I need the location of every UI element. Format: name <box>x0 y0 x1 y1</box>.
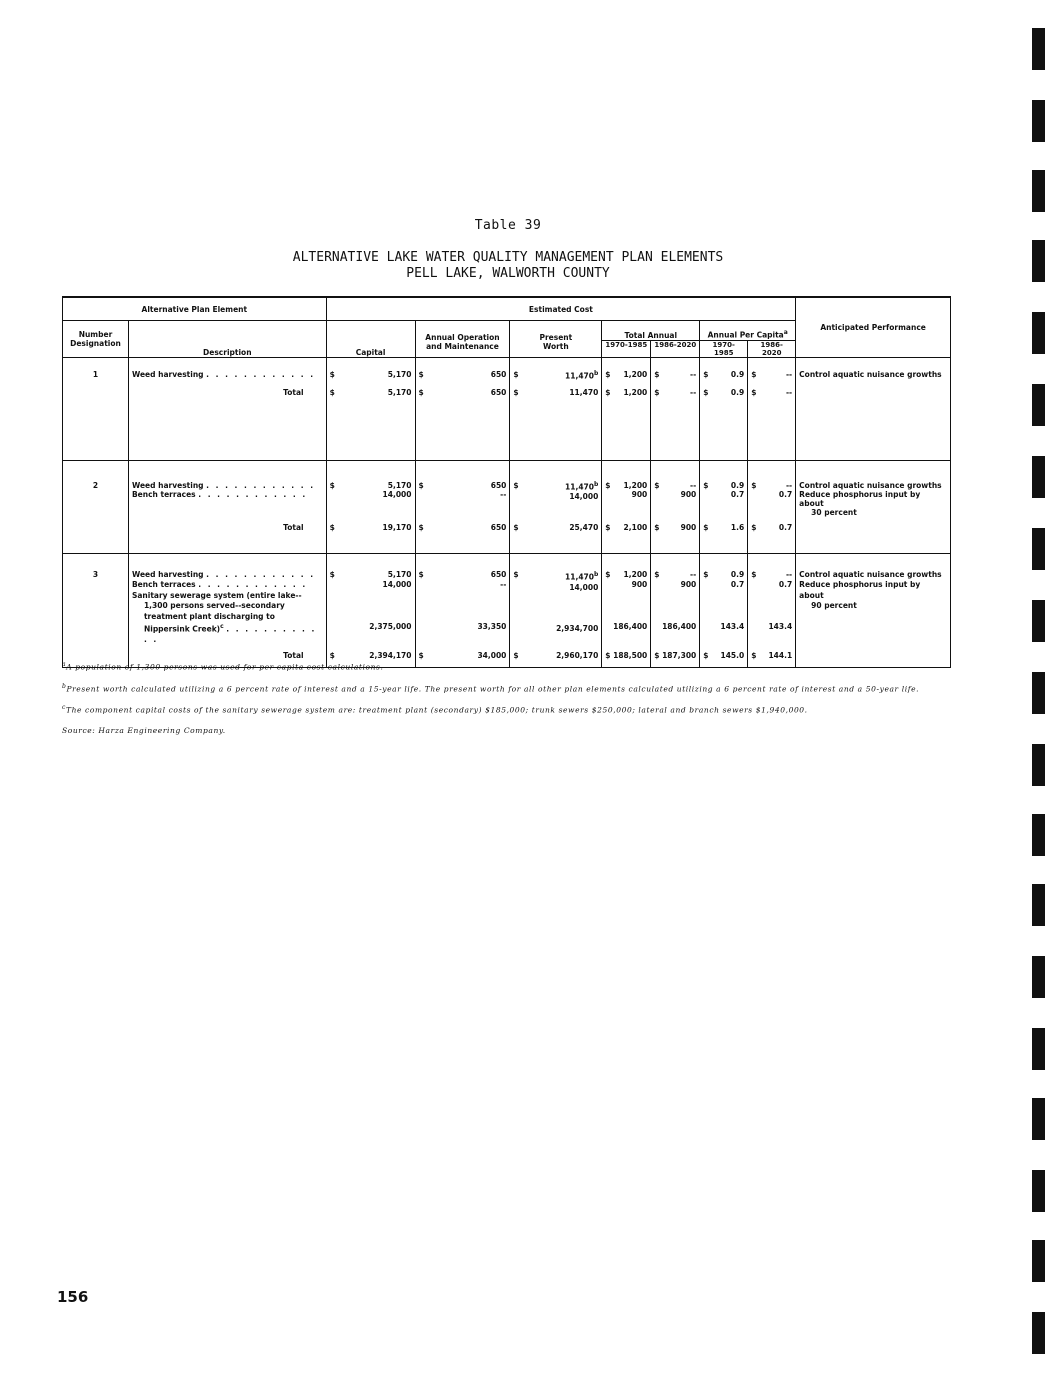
table-title <box>0 250 1016 282</box>
binder-tab-mark <box>1032 100 1045 142</box>
table-row-total: Total $ 5,170 $ 650 $ 11,470 $ 1,200 $ -- $ 0.9 $ -- <box>63 380 951 461</box>
footnote-a: $^a$A population of 1,300 persons was used for per capita cost calculations. <box>62 661 384 672</box>
binder-tab-mark <box>1032 1312 1045 1354</box>
alt1-desc: Weed harvesting . . . . . . . . . . . . <box>128 357 326 380</box>
table-row-total: Total $ 19,170 $ 650 $ 25,470 $ 2,100 $ 900 $ 1.6 $ 0.7 <box>63 517 951 554</box>
table-row: 3 Weed harvesting . . . . . . . . . . . . Bench terraces . . . . . . . . . . . . Sanitary sewerage system (entire lake-- 1,300 persons served--secondary treatment plant discharging to Nippersink Creek)$^c$ . . . . . . . . . . . . $ 5,170 14,000 2,375,000 $ 650 -- 33,350 $ 11,470$^b$ 14,000 2,934,700 $ 1,200 900 186,400 $ -- 900 186,400 $ 0.9 0.7 143.4 $ -- 0.7 143.4 Control aquatic nuisance growths Reduce phosphorus input by about 90 percent <box>63 554 951 646</box>
header-period-3: 1970-1985 <box>700 340 748 357</box>
table-row: 2 Weed harvesting . . . . . . . . . . . . Bench terraces . . . . . . . . . . . . $ 5,170 14,000 $ 650 -- $ 11,470$^b$ 14,000 $ 1,200 900 $ -- 900 $ 0.9 0.7 $ -- 0.7 Control aquatic nuisance growths Reduce phosphorus input by about 30 percent <box>63 461 951 518</box>
binder-tab-mark <box>1032 312 1045 354</box>
alt2-performance: Control aquatic nuisance growths Reduce phosphorus input by about 30 percent <box>796 461 951 518</box>
table-row-total: Total $ 2,394,170 $ 34,000 $ 2,960,170 $ 188,500 $ 187,300 $ 145.0 $ 144.1 <box>63 645 951 668</box>
title-line-1: ALTERNATIVE LAKE WATER QUALITY MANAGEMENT PLAN ELEMENTS <box>292 250 724 265</box>
header-capital: Capital <box>326 321 415 358</box>
binder-tab-mark <box>1032 1240 1045 1282</box>
title-line-2: PELL LAKE, WALWORTH COUNTY <box>406 266 610 281</box>
binder-tab-mark <box>1032 1098 1045 1140</box>
cost-table <box>62 296 951 668</box>
binder-tab-mark <box>1032 672 1045 714</box>
alt3-number: 3 <box>63 554 129 646</box>
page-number: 156 <box>57 1288 89 1306</box>
header-period-1: 1970-1985 <box>602 340 651 357</box>
alt2-number: 2 <box>63 461 129 518</box>
header-period-4: 1986-2020 <box>748 340 796 357</box>
header-number: Number Designation <box>63 321 129 358</box>
binder-tab-mark <box>1032 1170 1045 1212</box>
header-total-annual: Total Annual <box>602 321 700 341</box>
header-description: Description <box>128 321 326 358</box>
binder-tab-mark <box>1032 1028 1045 1070</box>
header-annual-om: Annual Operation and Maintenance <box>415 321 510 358</box>
header-plan-element: Alternative Plan Element <box>63 297 327 321</box>
table-number: Table 39 <box>474 218 542 233</box>
alt1-number: 1 <box>63 357 129 380</box>
alt1-performance: Control aquatic nuisance growths <box>796 357 951 380</box>
binder-tab-mark <box>1032 528 1045 570</box>
alt3-performance: Control aquatic nuisance growths Reduce phosphorus input by about 90 percent <box>796 554 951 646</box>
source-note: Source: Harza Engineering Company. <box>62 726 226 735</box>
header-period-2: 1986-2020 <box>651 340 700 357</box>
binder-tab-mark <box>1032 884 1045 926</box>
binder-tab-mark <box>1032 956 1045 998</box>
header-performance: Anticipated Performance <box>796 297 951 357</box>
binder-tab-mark <box>1032 170 1045 212</box>
table-row: 1 Weed harvesting . . . . . . . . . . . . $ 5,170 $ 650 $ 11,470$^b$ $ 1,200 $ -- $ 0.9 $ -- Control aquatic nuisance growths <box>63 357 951 380</box>
binder-tab-mark <box>1032 28 1045 70</box>
binder-tab-mark <box>1032 456 1045 498</box>
binder-tab-mark <box>1032 744 1045 786</box>
footnote-c: $^c$The component capital costs of the sanitary sewerage system are: treatment plant (secondary) $185,000; trunk sewers $250,000; lateral and branch sewers $1,940,000. <box>62 704 808 715</box>
footnote-b: $^b$Present worth calculated utilizing a 6 percent rate of interest and a 15-year life. The present worth for all other plan elements calculated utilizing a 6 percent rate of interest and a 50-year life. <box>62 683 920 694</box>
binder-tab-mark <box>1032 600 1045 642</box>
binder-tab-mark <box>1032 814 1045 856</box>
header-per-capita: Annual Per Capita$^a$ <box>700 321 796 341</box>
header-estimated-cost: Estimated Cost <box>326 297 796 321</box>
binder-tab-mark <box>1032 384 1045 426</box>
header-present-worth: Present Worth <box>510 321 602 358</box>
binder-tab-mark <box>1032 240 1045 282</box>
